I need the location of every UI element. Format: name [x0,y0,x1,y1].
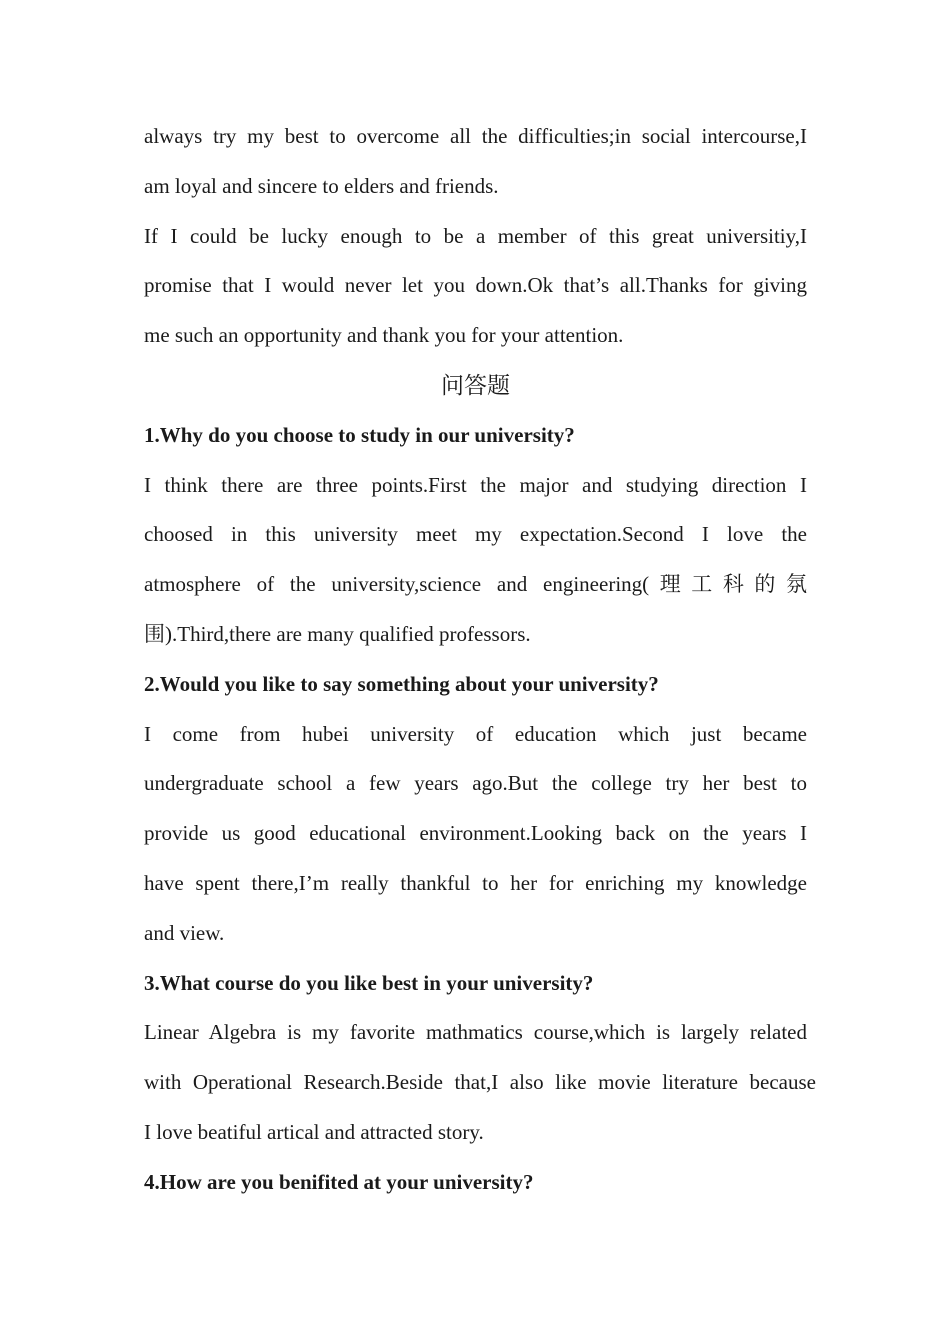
question-2: 2.Would you like to say something about your university? [144,671,659,696]
answer-3-line: with Operational Research.Beside that,I also like movie literature because [144,1070,816,1095]
answer-2-line: provide us good educational environment.Looking back on the years I [144,821,807,846]
answer-1-line: choosed in this university meet my expectation.Second I love the [144,522,807,547]
answer-2-line: and view. [144,920,225,945]
answer-2-line: I come from hubei university of education which just became [144,721,807,746]
intro-line: am loyal and sincere to elders and friends. [144,173,499,198]
answer-2-line: undergraduate school a few years ago.But the college try her best to [144,771,807,796]
answer-1-line: atmosphere of the university,science and engineering(理工科的氛 [144,572,807,597]
answer-3-line: Linear Algebra is my favorite mathmatics course,which is largely related [144,1020,807,1045]
answer-2-line: have spent there,I’m really thankful to her for enriching my knowledge [144,870,807,895]
question-3: 3.What course do you like best in your university? [144,970,594,995]
document-page [144,112,816,1208]
intro-line: always try my best to overcome all the difficulties;in social intercourse,I [144,124,807,148]
question-4: 4.How are you benifited at your university? [144,1169,534,1194]
answer-1-line: 围).Third,there are many qualified professors. [144,621,531,646]
intro-line: me such an opportunity and thank you for your attention. [144,323,624,348]
answer-3-line: I love beatiful artical and attracted story. [144,1119,484,1144]
intro-line: promise that I would never let you down.Ok that’s all.Thanks for giving [144,273,807,298]
section-title: 问答题 [441,372,510,398]
answer-1-line: I think there are three points.First the major and studying direction I [144,472,807,497]
question-1: 1.Why do you choose to study in our university? [144,422,575,447]
intro-line: If I could be lucky enough to be a member of this great universitiy,I [144,223,807,248]
